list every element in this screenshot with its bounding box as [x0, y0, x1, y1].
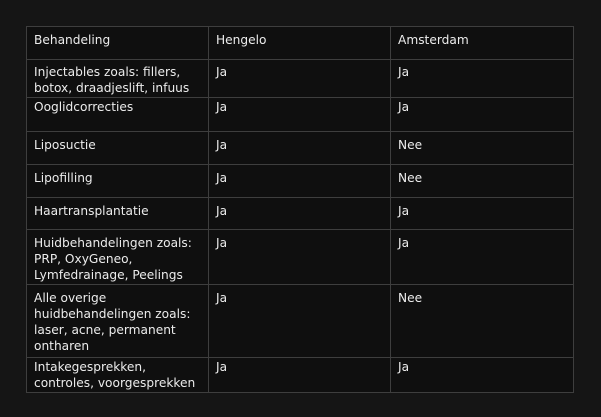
- hengelo-cell: Ja: [209, 132, 391, 165]
- treatment-cell: Haartransplantatie: [27, 198, 209, 230]
- treatment-cell: Huidbehandelingen zoals: PRP, OxyGeneo, Lymfedrainage, Peelings: [27, 230, 209, 285]
- hengelo-cell: Ja: [209, 230, 391, 285]
- hengelo-cell: Ja: [209, 98, 391, 132]
- treatment-cell: Alle overige huidbehandelingen zoals: laser, acne, permanent ontharen: [27, 285, 209, 358]
- treatment-cell: Intakegesprekken, controles, voorgesprekken: [27, 358, 209, 393]
- amsterdam-cell: Nee: [391, 132, 574, 165]
- table-row: [27, 198, 574, 230]
- treatment-cell: Liposuctie: [27, 132, 209, 165]
- amsterdam-cell: Ja: [391, 230, 574, 285]
- table-header-row: [27, 27, 574, 60]
- hengelo-cell: Ja: [209, 165, 391, 198]
- header-cell-amsterdam: Amsterdam: [391, 27, 574, 60]
- treatment-cell: Ooglidcorrecties: [27, 98, 209, 132]
- treatments-table: [26, 26, 574, 393]
- amsterdam-cell: Ja: [391, 198, 574, 230]
- treatment-cell: Lipofilling: [27, 165, 209, 198]
- amsterdam-cell: Nee: [391, 285, 574, 358]
- table-row: [27, 358, 574, 393]
- header-cell-treatment: Behandeling: [27, 27, 209, 60]
- table-row: [27, 98, 574, 132]
- hengelo-cell: Ja: [209, 358, 391, 393]
- treatment-cell: Injectables zoals: fillers, botox, draadjeslift, infuus: [27, 60, 209, 98]
- amsterdam-cell: Ja: [391, 98, 574, 132]
- amsterdam-cell: Nee: [391, 165, 574, 198]
- table-row: [27, 165, 574, 198]
- hengelo-cell: Ja: [209, 60, 391, 98]
- header-cell-hengelo: Hengelo: [209, 27, 391, 60]
- amsterdam-cell: Ja: [391, 358, 574, 393]
- hengelo-cell: Ja: [209, 198, 391, 230]
- table-row: [27, 230, 574, 285]
- amsterdam-cell: Ja: [391, 60, 574, 98]
- hengelo-cell: Ja: [209, 285, 391, 358]
- table-row: [27, 60, 574, 98]
- table-row: [27, 285, 574, 358]
- table-row: [27, 132, 574, 165]
